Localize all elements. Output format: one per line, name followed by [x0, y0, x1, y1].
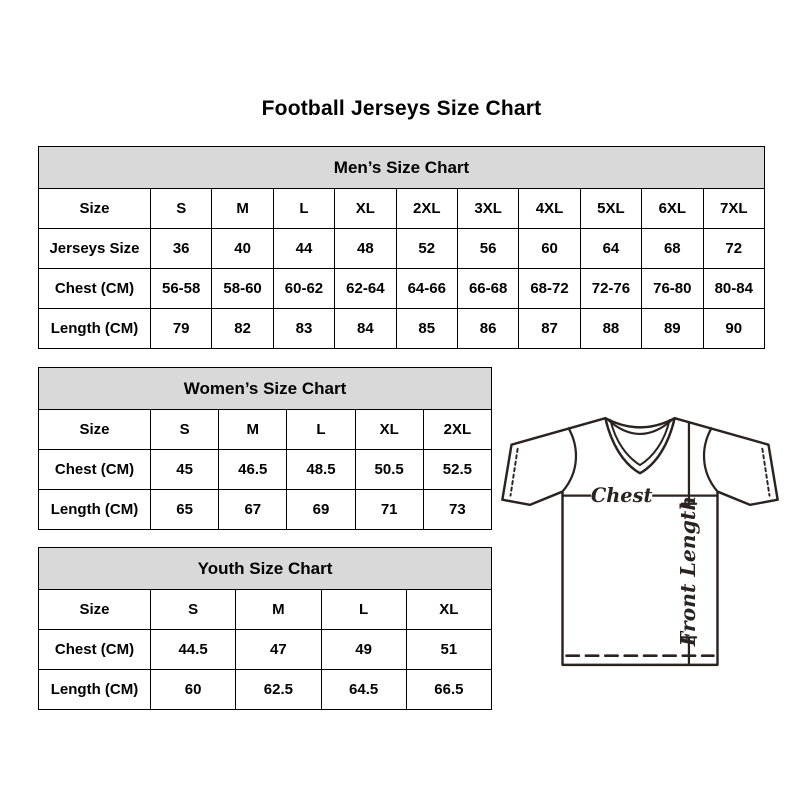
value-cell: 66.5 — [406, 670, 491, 710]
value-cell: 48 — [335, 229, 396, 269]
value-cell: 51 — [406, 630, 491, 670]
value-cell: 64.5 — [321, 670, 406, 710]
value-cell: S — [151, 410, 219, 450]
value-cell: L — [273, 189, 334, 229]
row-header-cell: Size — [39, 189, 151, 229]
value-cell: 88 — [580, 309, 641, 349]
row-header-cell: Chest (CM) — [39, 269, 151, 309]
womens-size-table — [38, 367, 492, 530]
table-row — [39, 410, 492, 450]
value-cell: 60 — [519, 229, 580, 269]
row-header-cell: Chest (CM) — [39, 630, 151, 670]
value-cell: 82 — [212, 309, 273, 349]
jersey-measurement-diagram — [497, 410, 783, 670]
row-header-cell: Chest (CM) — [39, 450, 151, 490]
value-cell: M — [212, 189, 273, 229]
value-cell: 72-76 — [580, 269, 641, 309]
value-cell: 80-84 — [703, 269, 764, 309]
value-cell: 60 — [151, 670, 236, 710]
value-cell: 68-72 — [519, 269, 580, 309]
value-cell: 84 — [335, 309, 396, 349]
table-row — [39, 590, 492, 630]
value-cell: S — [151, 590, 236, 630]
table-row — [39, 189, 765, 229]
value-cell: M — [219, 410, 287, 450]
table-section-header: Youth Size Chart — [39, 548, 492, 590]
value-cell: 85 — [396, 309, 457, 349]
table-section-header: Men’s Size Chart — [39, 147, 765, 189]
value-cell: 2XL — [423, 410, 491, 450]
value-cell: 90 — [703, 309, 764, 349]
value-cell: 76-80 — [642, 269, 703, 309]
row-header-cell: Length (CM) — [39, 670, 151, 710]
value-cell: 56-58 — [151, 269, 212, 309]
value-cell: 4XL — [519, 189, 580, 229]
row-header-cell: Size — [39, 590, 151, 630]
value-cell: 72 — [703, 229, 764, 269]
value-cell: 36 — [151, 229, 212, 269]
value-cell: 44 — [273, 229, 334, 269]
value-cell: 66-68 — [457, 269, 518, 309]
value-cell: S — [151, 189, 212, 229]
value-cell: 83 — [273, 309, 334, 349]
youth-size-table — [38, 547, 492, 710]
value-cell: 52 — [396, 229, 457, 269]
page-title: Football Jerseys Size Chart — [261, 97, 542, 120]
value-cell: 50.5 — [355, 450, 423, 490]
value-cell: 7XL — [703, 189, 764, 229]
value-cell: 49 — [321, 630, 406, 670]
mens-size-table — [38, 146, 765, 349]
value-cell: 56 — [457, 229, 518, 269]
table-section-header: Women’s Size Chart — [39, 368, 492, 410]
value-cell: 71 — [355, 490, 423, 530]
value-cell: 3XL — [457, 189, 518, 229]
value-cell: XL — [355, 410, 423, 450]
table-row — [39, 670, 492, 710]
value-cell: 89 — [642, 309, 703, 349]
value-cell: 86 — [457, 309, 518, 349]
value-cell: 64-66 — [396, 269, 457, 309]
value-cell: L — [287, 410, 355, 450]
row-header-cell: Size — [39, 410, 151, 450]
value-cell: 65 — [151, 490, 219, 530]
table-row — [39, 630, 492, 670]
value-cell: 62-64 — [335, 269, 396, 309]
row-header-cell: Jerseys Size — [39, 229, 151, 269]
value-cell: 62.5 — [236, 670, 321, 710]
value-cell: 40 — [212, 229, 273, 269]
value-cell: 6XL — [642, 189, 703, 229]
value-cell: 44.5 — [151, 630, 236, 670]
value-cell: 45 — [151, 450, 219, 490]
value-cell: 64 — [580, 229, 641, 269]
row-header-cell: Length (CM) — [39, 309, 151, 349]
value-cell: 48.5 — [287, 450, 355, 490]
value-cell: 68 — [642, 229, 703, 269]
value-cell: 87 — [519, 309, 580, 349]
value-cell: 60-62 — [273, 269, 334, 309]
front-length-label: Front Length — [676, 495, 701, 647]
table-row — [39, 269, 765, 309]
value-cell: 67 — [219, 490, 287, 530]
table-row — [39, 229, 765, 269]
chest-label: Chest — [590, 483, 653, 507]
row-header-cell: Length (CM) — [39, 490, 151, 530]
value-cell: 52.5 — [423, 450, 491, 490]
value-cell: 2XL — [396, 189, 457, 229]
value-cell: 69 — [287, 490, 355, 530]
value-cell: 79 — [151, 309, 212, 349]
value-cell: 47 — [236, 630, 321, 670]
value-cell: M — [236, 590, 321, 630]
table-row — [39, 450, 492, 490]
table-row — [39, 490, 492, 530]
value-cell: 5XL — [580, 189, 641, 229]
value-cell: XL — [335, 189, 396, 229]
jersey-outline — [502, 418, 777, 665]
value-cell: L — [321, 590, 406, 630]
value-cell: 73 — [423, 490, 491, 530]
table-row — [39, 309, 765, 349]
value-cell: 58-60 — [212, 269, 273, 309]
value-cell: 46.5 — [219, 450, 287, 490]
value-cell: XL — [406, 590, 491, 630]
